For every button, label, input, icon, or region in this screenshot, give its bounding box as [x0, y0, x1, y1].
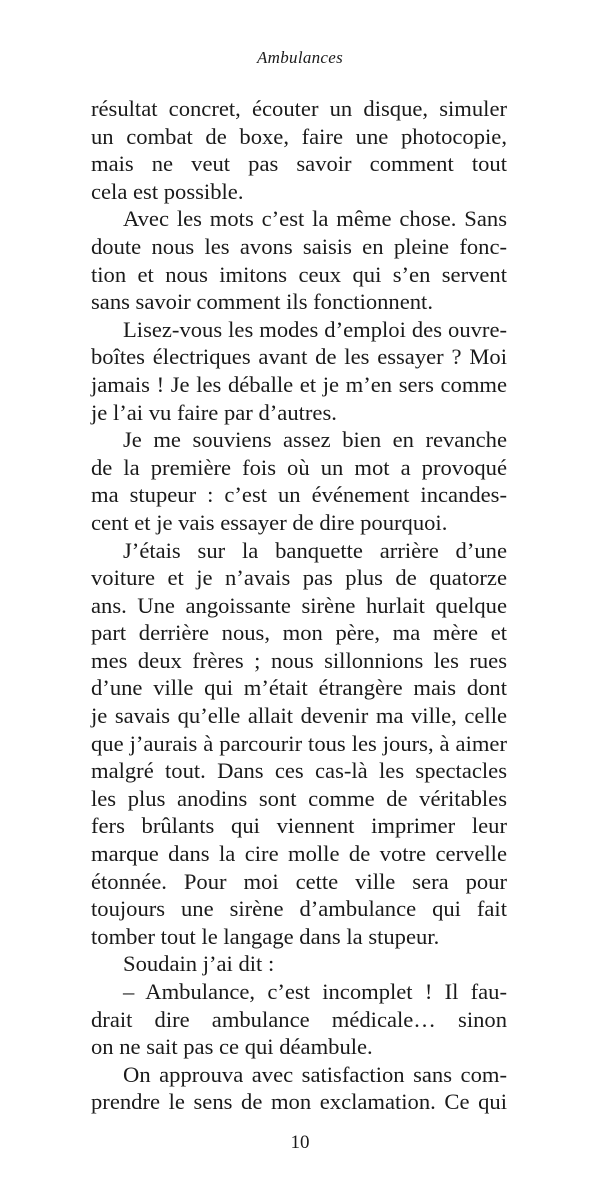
- text-line: jamais ! Je les déballe et je m’en sers comme: [91, 371, 507, 397]
- text-line: boîtes électriques avant de les essayer ? Moi: [91, 344, 507, 370]
- text-line: drait dire ambulance médicale… sinon: [91, 1006, 507, 1032]
- text-line: voiture et je n’avais pas plus de quatorze: [91, 565, 507, 591]
- text-line: J’étais sur la banquette arrière d’une: [123, 537, 507, 563]
- text-line: tomber tout le langage dans la stupeur.: [91, 923, 440, 949]
- text-line: cela est possible.: [91, 178, 244, 204]
- text-line: mais ne veut pas savoir comment tout: [91, 151, 507, 177]
- running-header: Ambulances: [256, 48, 344, 67]
- text-line: mes deux frères ; nous sillonnions les rues: [91, 647, 507, 673]
- text-line: je savais qu’elle allait devenir ma ville, celle: [91, 703, 507, 729]
- text-line: tion et nous imitons ceux qui s’en servent: [91, 261, 507, 287]
- text-line: étonnée. Pour moi cette ville sera pour: [91, 868, 507, 894]
- page-number: 10: [290, 1132, 310, 1153]
- text-line: marque dans la cire molle de votre cervelle: [91, 841, 507, 867]
- text-line: on ne sait pas ce qui déambule.: [91, 1034, 373, 1060]
- text-line: sans savoir comment ils fonctionnent.: [91, 289, 433, 315]
- text-line: que j’aurais à parcourir tous les jours, à aimer: [91, 730, 507, 756]
- text-line: Avec les mots c’est la même chose. Sans: [123, 206, 507, 232]
- text-line: de la première fois où un mot a provoqué: [91, 454, 507, 480]
- text-line: un combat de boxe, faire une photocopie,: [91, 123, 507, 149]
- text-line: Lisez-vous les modes d’emploi des ouvre-: [123, 316, 507, 342]
- text-line: Je me souviens assez bien en revanche: [123, 427, 507, 453]
- text-line: – Ambulance, c’est incomplet ! Il fau-: [123, 979, 507, 1004]
- text-line: cent et je vais essayer de dire pourquoi.: [91, 509, 448, 535]
- text-line: doute nous les avons saisis en pleine fonc-: [91, 233, 507, 259]
- text-line: part derrière nous, mon père, ma mère et: [91, 620, 507, 646]
- text-line: résultat concret, écouter un disque, simuler: [91, 96, 507, 121]
- text-line: ans. Une angoissante sirène hurlait quelque: [91, 592, 507, 618]
- text-line: ma stupeur : c’est un événement incandes-: [91, 482, 507, 508]
- text-line: d’une ville qui m’était étrangère mais dont: [91, 675, 507, 701]
- text-line: je l’ai vu faire par d’autres.: [91, 399, 337, 425]
- text-line: Soudain j’ai dit :: [123, 951, 275, 977]
- text-line: malgré tout. Dans ces cas-là les spectacles: [91, 758, 507, 784]
- text-line: On approuva avec satisfaction sans com-: [123, 1061, 507, 1087]
- text-line: toujours une sirène d’ambulance qui fait: [91, 896, 507, 922]
- body-text: [91, 95, 507, 1116]
- text-line: prendre le sens de mon exclamation. Ce qui: [91, 1089, 507, 1115]
- text-line: fers brûlants qui viennent imprimer leur: [91, 813, 507, 839]
- text-line: les plus anodins sont comme de véritables: [91, 785, 507, 811]
